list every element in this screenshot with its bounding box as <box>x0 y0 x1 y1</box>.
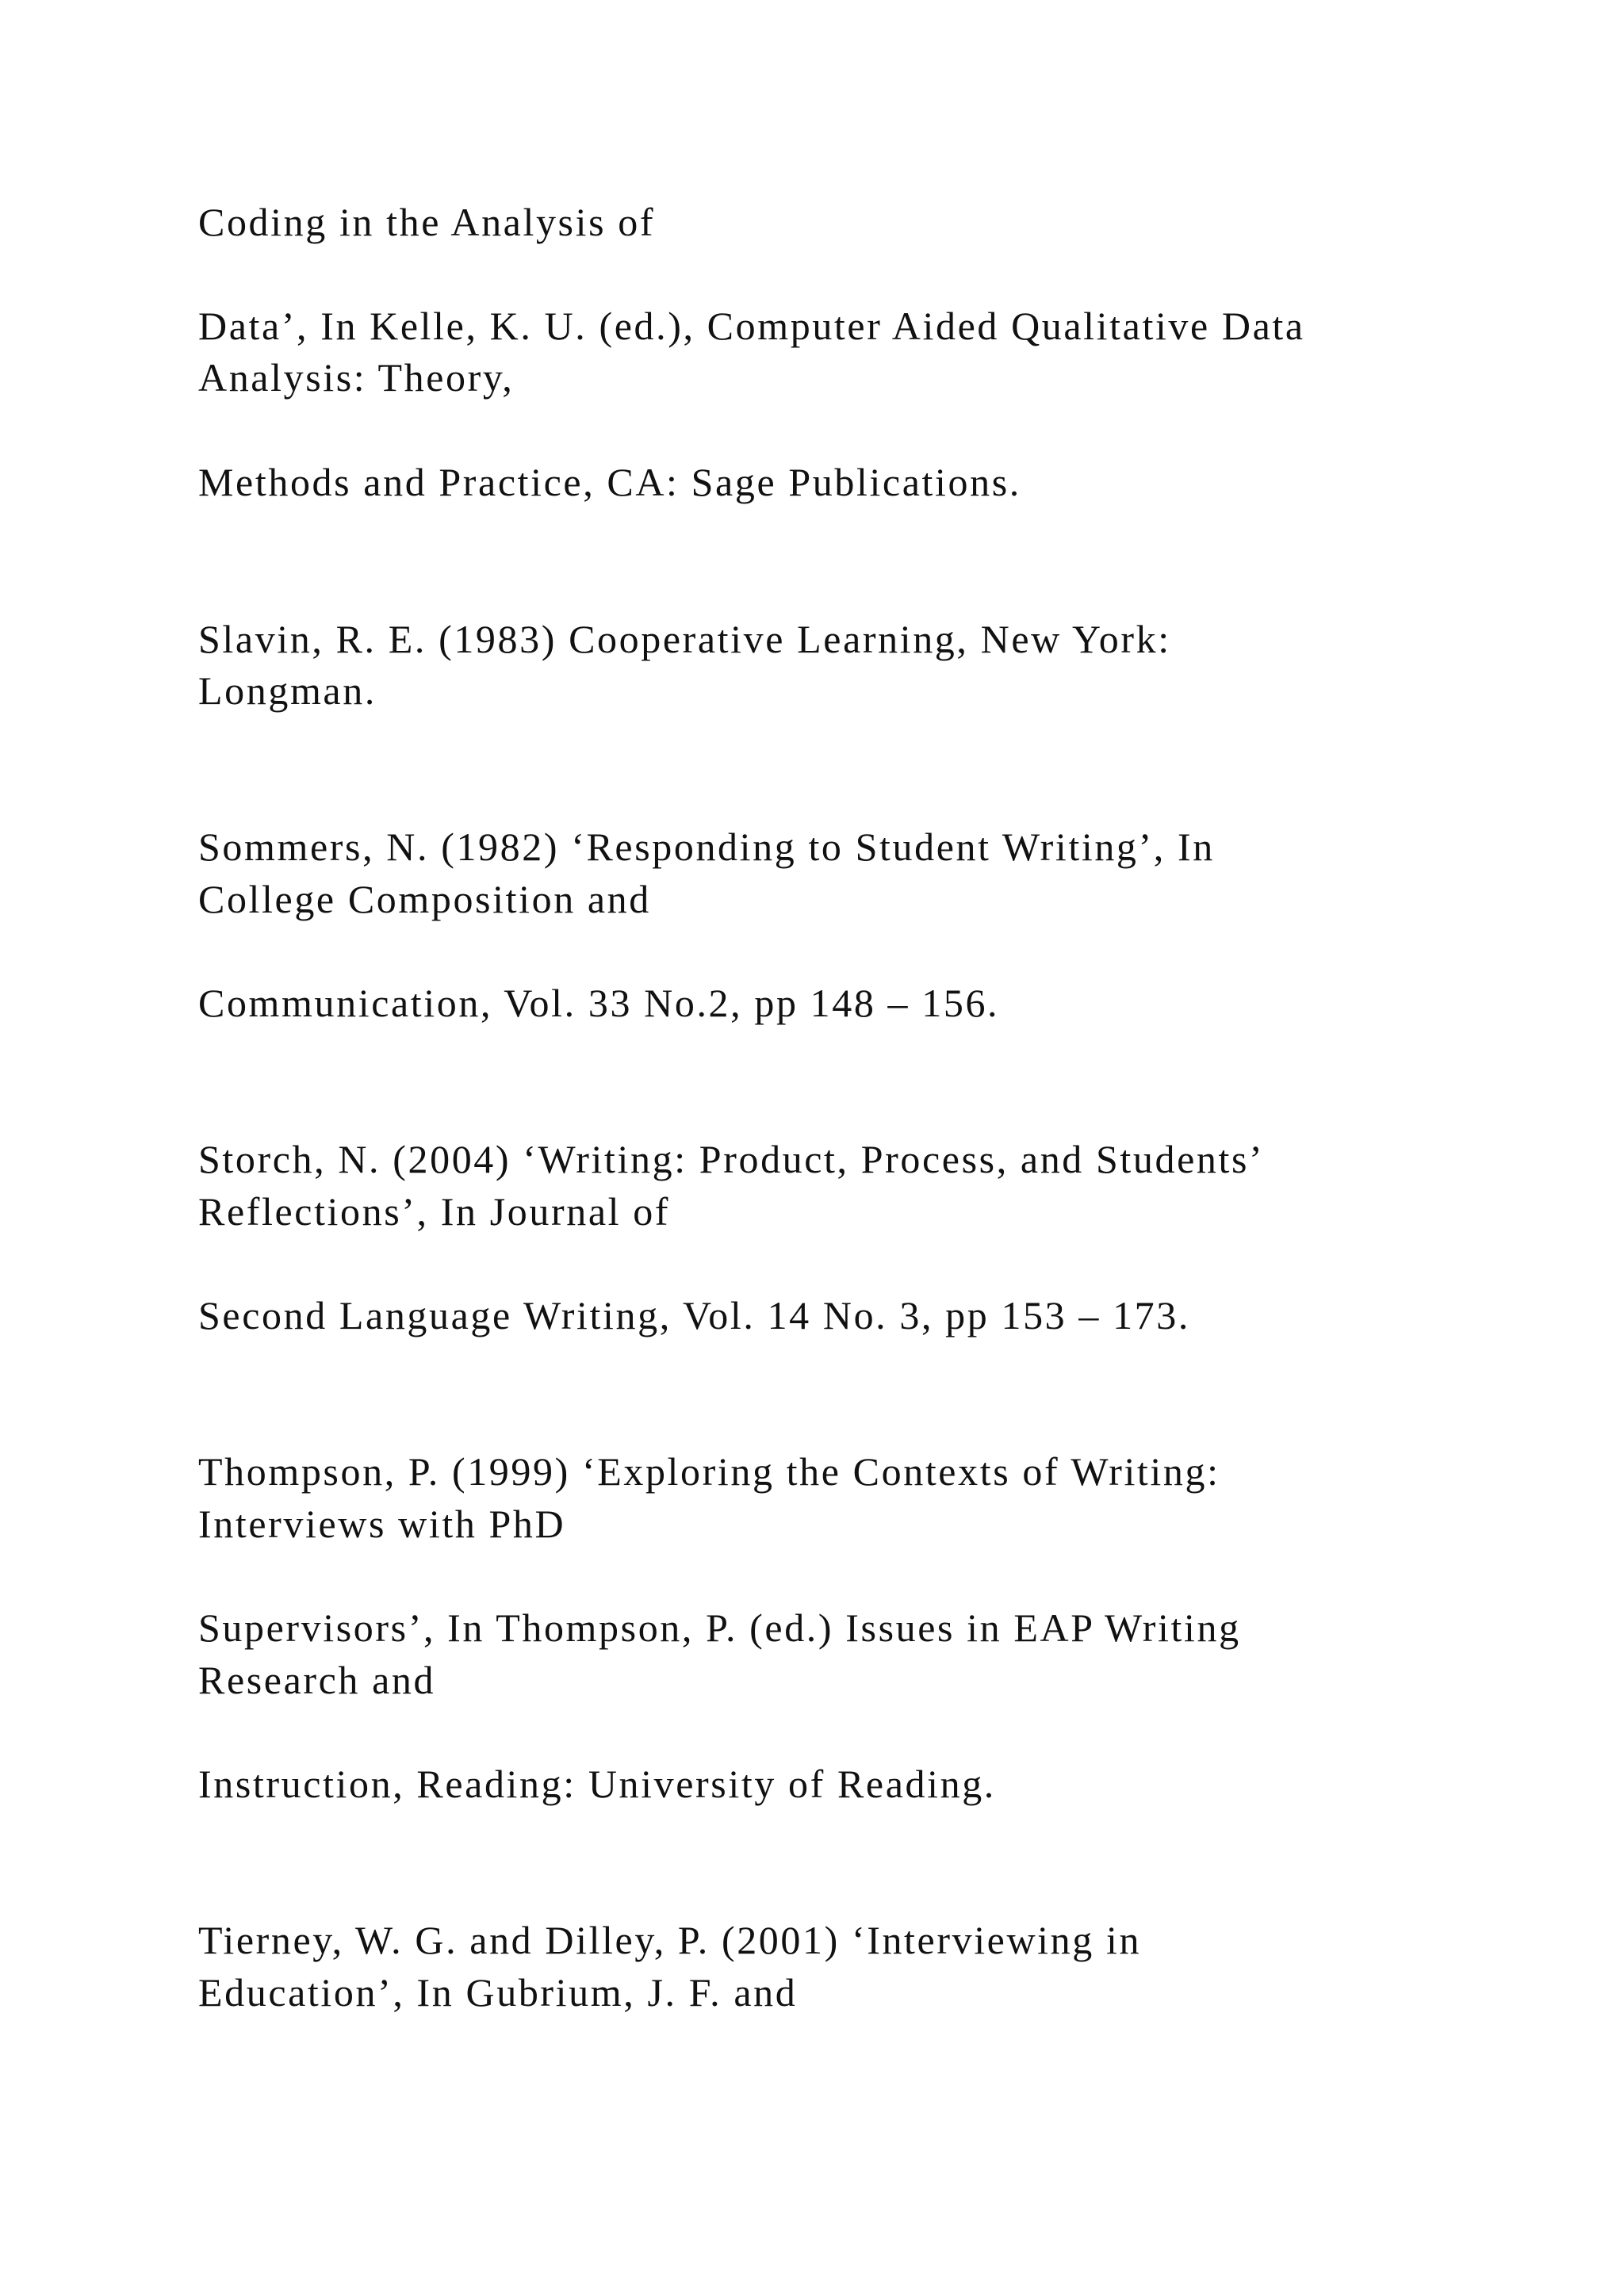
reference-line: Sommers, N. (1982) ‘Responding to Student Writing’, In <box>198 825 1215 869</box>
reference-line: Data’, In Kelle, K. U. (ed.), Computer Aided Qualitative Data <box>198 304 1305 348</box>
reference-line: Methods and Practice, CA: Sage Publications. <box>198 460 1021 504</box>
reference-line: Thompson, P. (1999) ‘Exploring the Contexts of Writing: <box>198 1449 1220 1494</box>
reference-line: Supervisors’, In Thompson, P. (ed.) Issues in EAP Writing <box>198 1605 1241 1650</box>
reference-line: Second Language Writing, Vol. 14 No. 3, pp 153 – 173. <box>198 1293 1190 1337</box>
reference-line: Analysis: Theory, <box>198 355 515 400</box>
reference-line: Storch, N. (2004) ‘Writing: Product, Process, and Students’ <box>198 1137 1265 1181</box>
reference-line: Research and <box>198 1658 436 1702</box>
reference-line: Longman. <box>198 668 377 713</box>
reference-line: College Composition and <box>198 877 651 921</box>
reference-line: Education’, In Gubrium, J. F. and <box>198 1970 798 2015</box>
reference-line: Instruction, Reading: University of Reading. <box>198 1762 996 1806</box>
reference-line: Reflections’, In Journal of <box>198 1189 671 1234</box>
reference-line: Coding in the Analysis of <box>198 200 656 244</box>
reference-line: Interviews with PhD <box>198 1502 566 1546</box>
reference-line: Communication, Vol. 33 No.2, pp 148 – 156. <box>198 981 1000 1025</box>
reference-line: Tierney, W. G. and Dilley, P. (2001) ‘Interviewing in <box>198 1918 1142 1962</box>
reference-line: Slavin, R. E. (1983) Cooperative Learning, New York: <box>198 617 1171 661</box>
